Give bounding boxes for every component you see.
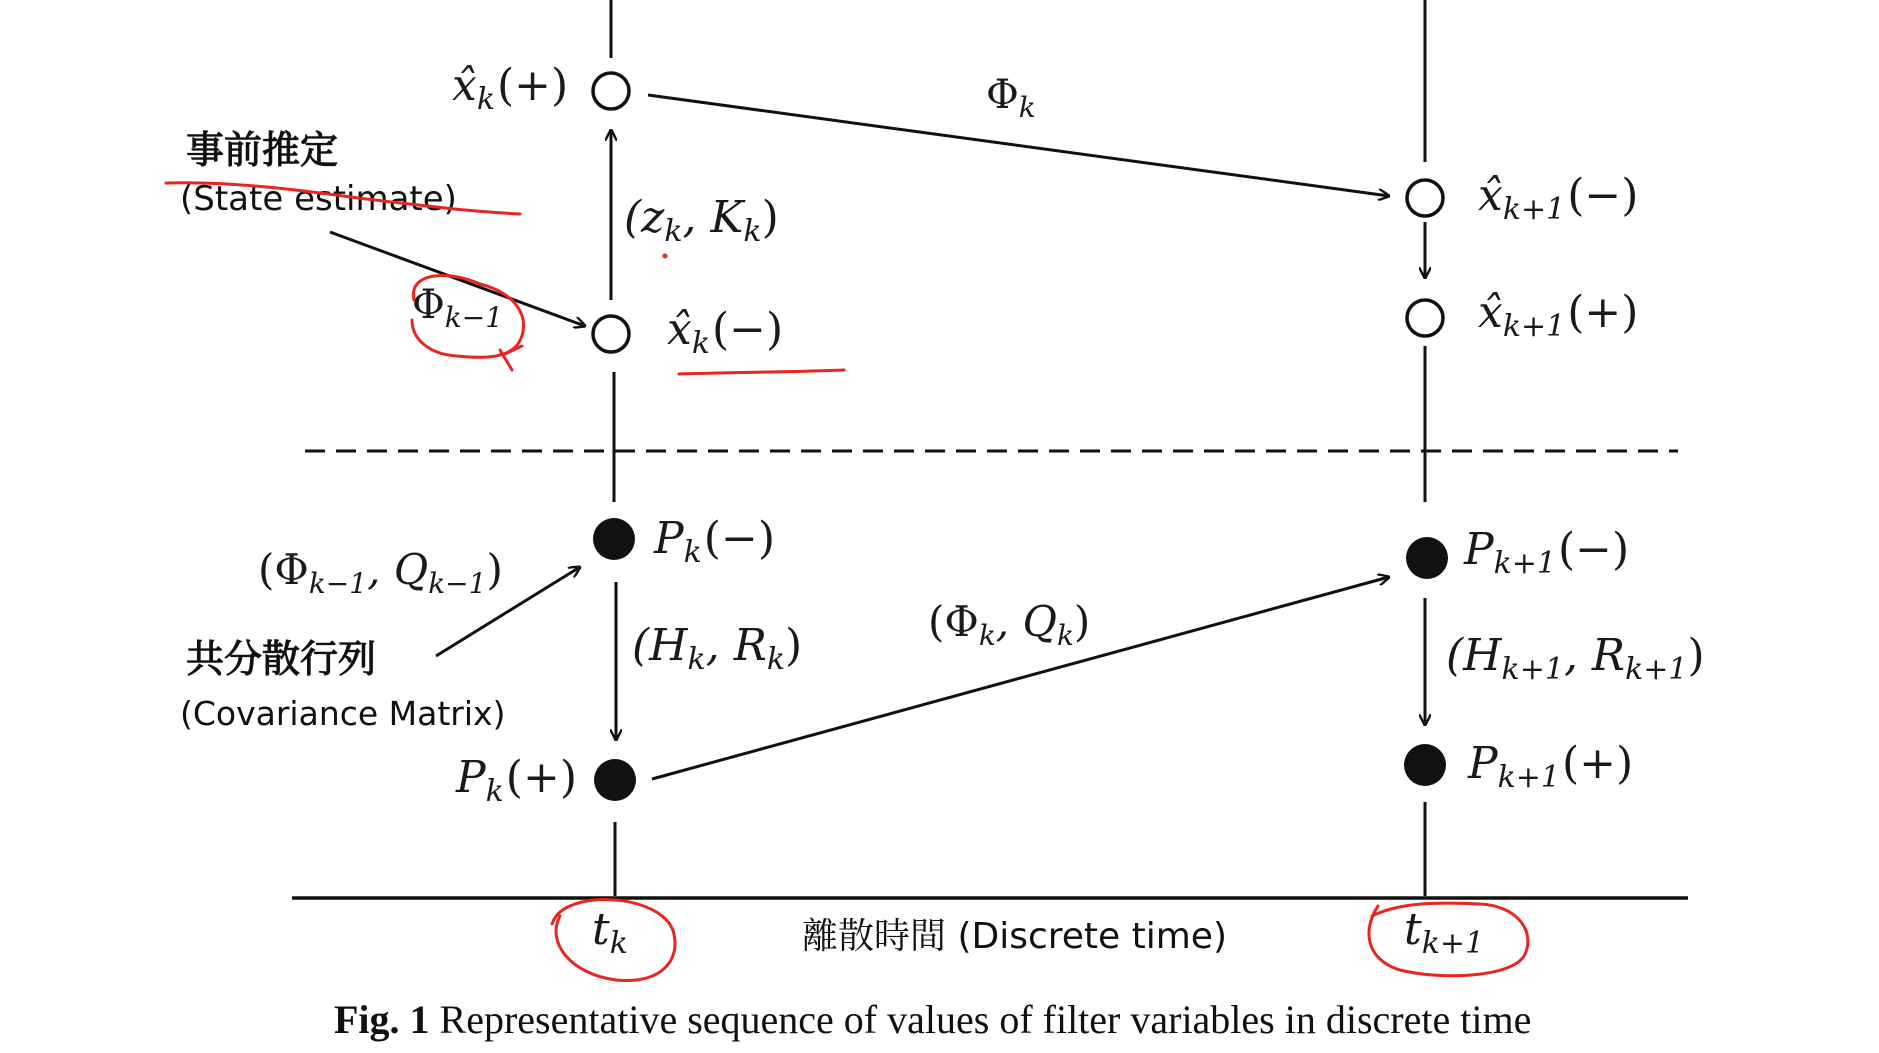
label-h-r-k [632, 620, 802, 677]
label-xhat-k1-minus [1478, 170, 1638, 227]
label-phi-q-k [928, 597, 1090, 652]
label-close: ) [486, 545, 503, 594]
node-p-k1-minus [1406, 537, 1448, 579]
label-sub: k+1 [1502, 309, 1566, 344]
label-open: (H [632, 620, 688, 671]
label-sub-2: k [1056, 619, 1074, 652]
label-sub: k+1 [1497, 760, 1561, 795]
label-sub: k [691, 326, 711, 361]
label-close: ) [761, 192, 779, 243]
label-zk-kk [624, 192, 779, 249]
label-tail: (+) [1562, 738, 1634, 789]
label-h-r-k1 [1446, 630, 1705, 687]
label-base: Φ [986, 72, 1019, 118]
label-sub-1: k+1 [1501, 652, 1564, 687]
label-open: (z [624, 192, 665, 243]
label-sub-2: k−1 [428, 567, 487, 600]
label-tail: (−) [1567, 170, 1639, 221]
label-sub-1: k [664, 214, 683, 249]
label-sub-1: k [687, 642, 706, 677]
label-base: t [1404, 904, 1422, 955]
label-sub-2: k [743, 214, 762, 249]
label-phi-k [986, 72, 1036, 124]
node-p-k-minus [593, 518, 635, 560]
label-mid: , R [705, 620, 767, 671]
node-p-k-plus [594, 759, 636, 801]
annotation-state-estimate-jp: 事前推定 [186, 128, 339, 172]
label-tail: (+) [497, 60, 569, 111]
label-sub: k [609, 926, 628, 961]
red-underline-xhat-k-minus [679, 370, 844, 374]
label-p-k-plus [455, 752, 577, 809]
label-t-k [592, 904, 628, 961]
label-sub-1: k−1 [308, 567, 368, 600]
label-tail: (−) [1558, 524, 1630, 575]
label-sub: k+1 [1493, 546, 1557, 581]
annotation-covariance-jp: 共分散行列 [186, 637, 377, 681]
red-dot-mark [663, 254, 668, 259]
caption-prefix: Fig. 1 [334, 997, 430, 1042]
label-base: P [1468, 738, 1498, 789]
label-base: P [654, 513, 684, 564]
label-t-k1 [1404, 904, 1484, 961]
label-p-k-minus [653, 513, 775, 570]
label-open: (Φ [928, 597, 979, 646]
caption-text: Representative sequence of values of filter variables in discrete time [429, 997, 1532, 1042]
figure-caption [334, 997, 1531, 1042]
label-tail: (−) [712, 304, 784, 355]
label-sub: k+1 [1421, 926, 1485, 961]
label-sub: k [1018, 91, 1036, 124]
label-sub: k [476, 82, 496, 117]
label-base: x̂ [1478, 170, 1503, 221]
label-xhat-k-plus [452, 60, 568, 117]
node-xhat-k-plus [593, 73, 629, 109]
label-tail: (+) [505, 752, 577, 803]
label-sub: k+1 [1502, 192, 1566, 227]
label-base: P [456, 752, 486, 803]
label-sub: k−1 [444, 301, 504, 334]
label-close: ) [1687, 630, 1705, 681]
node-p-k1-plus [1404, 744, 1446, 786]
label-xhat-k-minus [667, 304, 783, 361]
label-open: (H [1446, 630, 1502, 681]
annotation-covariance-en: (Covariance Matrix) [180, 694, 506, 733]
node-xhat-k-minus [593, 316, 629, 352]
label-sub: k [683, 535, 702, 570]
label-base: x̂ [452, 60, 477, 111]
label-mid: , R [1563, 630, 1626, 681]
label-sub-1: k [978, 619, 996, 652]
label-sub: k [485, 774, 504, 809]
annotation-discrete-time: 離散時間 (Discrete time) [802, 916, 1228, 957]
label-sub-2: k+1 [1625, 652, 1688, 687]
label-base: Φ [412, 282, 445, 328]
label-mid: , Q [367, 545, 429, 594]
label-p-k1-minus [1463, 524, 1629, 581]
label-close: ) [1073, 597, 1091, 646]
label-close: ) [785, 620, 803, 671]
label-mid: , Q [995, 597, 1057, 646]
label-base: t [592, 904, 610, 955]
node-xhat-k1-minus [1407, 180, 1443, 216]
annotation-state-estimate-en: (State estimate) [180, 179, 457, 219]
label-tail: (+) [1567, 287, 1639, 338]
label-base: x̂ [1478, 287, 1503, 338]
label-mid: , K [682, 192, 744, 243]
node-xhat-k1-plus [1407, 300, 1443, 336]
label-tail: (−) [703, 513, 775, 564]
label-sub-2: k [766, 642, 786, 677]
label-phi-q-k-minus-1 [258, 545, 503, 600]
label-open: (Φ [258, 545, 309, 594]
label-p-k1-plus [1467, 738, 1633, 795]
label-xhat-k1-plus [1478, 287, 1638, 344]
label-base: x̂ [667, 304, 692, 355]
label-base: P [1464, 524, 1494, 575]
